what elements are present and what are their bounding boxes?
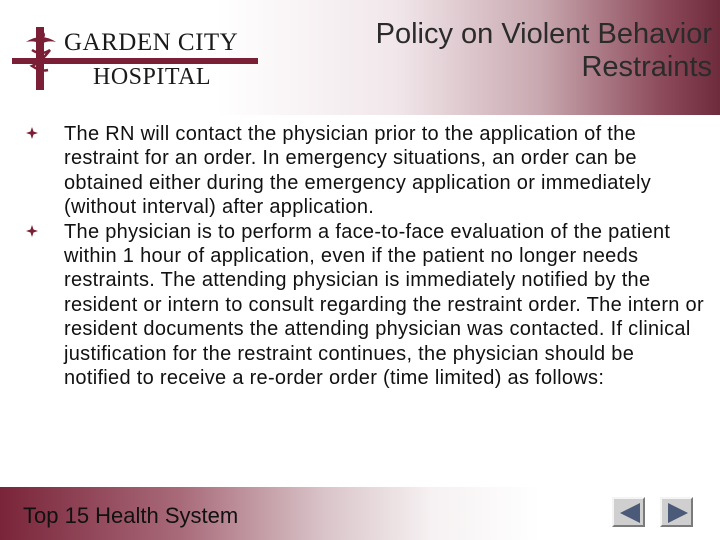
footer-text: Top 15 Health System (23, 503, 239, 528)
logo-text-line2: HOSPITAL (93, 64, 212, 90)
caduceus-icon (18, 26, 64, 86)
previous-slide-button[interactable] (612, 497, 645, 527)
diamond-bullet-icon (26, 127, 38, 139)
logo-text-line1: GARDEN CITY (64, 29, 239, 56)
diamond-bullet-icon (26, 225, 38, 237)
triangle-right-icon (666, 502, 690, 524)
triangle-left-icon (618, 502, 642, 524)
bullet-item (24, 122, 704, 220)
bullet-text: The physician is to perform a face-to-face evaluation of the patient within 1 hour of application, even if the patient no longer needs restraints. The attending physician is immediately notified by the resident or intern to consult regarding the restraint order. The intern or resident documents the attending physician was contacted. If clinical justification for the restraint continues, the physician should be notified to receive a re-order order (time limited) as follows: (64, 220, 704, 390)
bullet-item (24, 220, 704, 391)
next-slide-button[interactable] (660, 497, 693, 527)
slide-title: Policy on Violent Behavior Restraints (375, 18, 712, 83)
bullet-list (24, 122, 704, 390)
bullet-text: The RN will contact the physician prior to the application of the restraint for an order. In emergency situations, an order can be obtained either during the emergency application or immediately (without interval) after application. (64, 123, 652, 219)
